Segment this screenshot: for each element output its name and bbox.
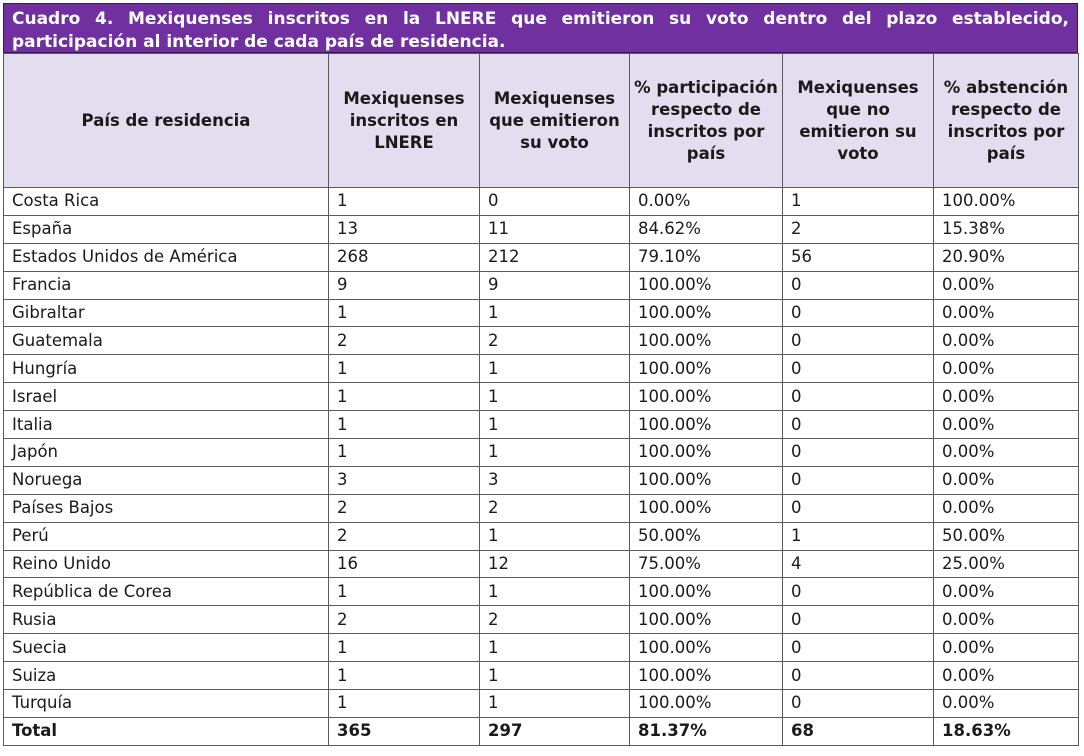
registered-cell: 2 (329, 522, 480, 550)
registered-cell: 1 (329, 690, 480, 718)
voted-cell: 212 (480, 243, 630, 271)
abstention-cell: 0.00% (934, 494, 1079, 522)
voted-cell: 12 (480, 550, 630, 578)
not-voted-cell: 0 (783, 411, 934, 439)
table-row (4, 383, 1079, 411)
participation-cell: 100.00% (630, 606, 783, 634)
participation-cell: 100.00% (630, 578, 783, 606)
not-voted-cell: 0 (783, 383, 934, 411)
country-cell: Israel (4, 383, 329, 411)
not-voted-cell: 2 (783, 215, 934, 243)
not-voted-cell: 0 (783, 662, 934, 690)
country-cell: Turquía (4, 690, 329, 718)
not-voted-cell: 0 (783, 327, 934, 355)
abstention-cell: 0.00% (934, 271, 1079, 299)
not-voted-cell: 0 (783, 690, 934, 718)
voted-cell: 1 (480, 522, 630, 550)
country-cell: Guatemala (4, 327, 329, 355)
not-voted-cell: 0 (783, 578, 934, 606)
country-cell: Suecia (4, 634, 329, 662)
not-voted-cell: 0 (783, 606, 934, 634)
table-row (4, 243, 1079, 271)
table-row (4, 522, 1079, 550)
total-participation-cell: 81.37% (630, 717, 783, 745)
country-cell: Japón (4, 439, 329, 467)
participation-cell: 100.00% (630, 466, 783, 494)
participation-cell: 100.00% (630, 634, 783, 662)
not-voted-cell: 0 (783, 439, 934, 467)
voted-cell: 1 (480, 383, 630, 411)
country-cell: Gibraltar (4, 299, 329, 327)
total-registered-cell: 365 (329, 717, 480, 745)
table-body (4, 188, 1079, 746)
voted-cell: 0 (480, 188, 630, 216)
registered-cell: 1 (329, 383, 480, 411)
total-abstention-cell: 18.63% (934, 717, 1079, 745)
abstention-cell: 0.00% (934, 411, 1079, 439)
country-cell: Rusia (4, 606, 329, 634)
participation-cell: 100.00% (630, 494, 783, 522)
voted-cell: 1 (480, 411, 630, 439)
registered-cell: 13 (329, 215, 480, 243)
total-country-cell: Total (4, 717, 329, 745)
registered-cell: 1 (329, 188, 480, 216)
registered-cell: 268 (329, 243, 480, 271)
participation-cell: 100.00% (630, 662, 783, 690)
not-voted-cell: 0 (783, 466, 934, 494)
not-voted-cell: 0 (783, 355, 934, 383)
header-registered: Mexiquenses inscritos en LNERE (329, 54, 480, 188)
abstention-cell: 0.00% (934, 578, 1079, 606)
participation-cell: 84.62% (630, 215, 783, 243)
voted-cell: 2 (480, 494, 630, 522)
registered-cell: 9 (329, 271, 480, 299)
country-cell: Perú (4, 522, 329, 550)
voted-cell: 1 (480, 634, 630, 662)
table-row (4, 550, 1079, 578)
voted-cell: 1 (480, 439, 630, 467)
participation-cell: 100.00% (630, 383, 783, 411)
registered-cell: 3 (329, 466, 480, 494)
abstention-cell: 0.00% (934, 439, 1079, 467)
voted-cell: 2 (480, 327, 630, 355)
table-row (4, 271, 1079, 299)
registered-cell: 1 (329, 578, 480, 606)
participation-cell: 100.00% (630, 327, 783, 355)
registered-cell: 2 (329, 327, 480, 355)
country-cell: Suiza (4, 662, 329, 690)
header-participation-pct: % participación respecto de inscritos por país (630, 54, 783, 188)
abstention-cell: 0.00% (934, 299, 1079, 327)
abstention-cell: 0.00% (934, 355, 1079, 383)
table-caption: Cuadro 4. Mexiquenses inscritos en la LNERE que emitieron su voto dentro del plazo establecido, participación al interior de cada país de residencia. (3, 3, 1078, 53)
not-voted-cell: 0 (783, 271, 934, 299)
country-cell: Francia (4, 271, 329, 299)
table-row (4, 299, 1079, 327)
header-abstention-pct: % abstención respecto de inscritos por país (934, 54, 1079, 188)
registered-cell: 1 (329, 411, 480, 439)
abstention-cell: 0.00% (934, 466, 1079, 494)
participation-cell: 100.00% (630, 271, 783, 299)
not-voted-cell: 56 (783, 243, 934, 271)
table-row (4, 578, 1079, 606)
country-cell: Países Bajos (4, 494, 329, 522)
table-row (4, 690, 1079, 718)
voted-cell: 9 (480, 271, 630, 299)
not-voted-cell: 0 (783, 494, 934, 522)
country-cell: República de Corea (4, 578, 329, 606)
registered-cell: 16 (329, 550, 480, 578)
total-voted-cell: 297 (480, 717, 630, 745)
abstention-cell: 0.00% (934, 327, 1079, 355)
country-cell: Italia (4, 411, 329, 439)
abstention-cell: 0.00% (934, 383, 1079, 411)
table-row (4, 634, 1079, 662)
participation-cell: 0.00% (630, 188, 783, 216)
participation-cell: 75.00% (630, 550, 783, 578)
voted-cell: 2 (480, 606, 630, 634)
table-row (4, 466, 1079, 494)
voted-cell: 1 (480, 299, 630, 327)
total-not-voted-cell: 68 (783, 717, 934, 745)
abstention-cell: 0.00% (934, 662, 1079, 690)
table-row (4, 188, 1079, 216)
participation-table (3, 53, 1079, 746)
abstention-cell: 20.90% (934, 243, 1079, 271)
country-cell: Hungría (4, 355, 329, 383)
country-cell: Estados Unidos de América (4, 243, 329, 271)
abstention-cell: 0.00% (934, 634, 1079, 662)
table-row (4, 355, 1079, 383)
table-container (3, 3, 1078, 746)
abstention-cell: 0.00% (934, 606, 1079, 634)
abstention-cell: 0.00% (934, 690, 1079, 718)
voted-cell: 11 (480, 215, 630, 243)
country-cell: Noruega (4, 466, 329, 494)
total-row (4, 717, 1079, 745)
voted-cell: 1 (480, 355, 630, 383)
not-voted-cell: 4 (783, 550, 934, 578)
not-voted-cell: 1 (783, 522, 934, 550)
abstention-cell: 50.00% (934, 522, 1079, 550)
registered-cell: 2 (329, 494, 480, 522)
not-voted-cell: 0 (783, 634, 934, 662)
voted-cell: 3 (480, 466, 630, 494)
table-row (4, 411, 1079, 439)
table-row (4, 662, 1079, 690)
registered-cell: 1 (329, 662, 480, 690)
abstention-cell: 25.00% (934, 550, 1079, 578)
header-row (4, 54, 1079, 188)
registered-cell: 2 (329, 606, 480, 634)
participation-cell: 100.00% (630, 690, 783, 718)
table-row (4, 439, 1079, 467)
voted-cell: 1 (480, 690, 630, 718)
table-row (4, 215, 1079, 243)
participation-cell: 100.00% (630, 299, 783, 327)
voted-cell: 1 (480, 578, 630, 606)
voted-cell: 1 (480, 662, 630, 690)
table-row (4, 606, 1079, 634)
registered-cell: 1 (329, 355, 480, 383)
country-cell: España (4, 215, 329, 243)
participation-cell: 50.00% (630, 522, 783, 550)
participation-cell: 100.00% (630, 439, 783, 467)
table-row (4, 494, 1079, 522)
participation-cell: 100.00% (630, 355, 783, 383)
country-cell: Costa Rica (4, 188, 329, 216)
abstention-cell: 15.38% (934, 215, 1079, 243)
registered-cell: 1 (329, 439, 480, 467)
participation-cell: 79.10% (630, 243, 783, 271)
header-not-voted: Mexiquenses que no emitieron su voto (783, 54, 934, 188)
abstention-cell: 100.00% (934, 188, 1079, 216)
participation-cell: 100.00% (630, 411, 783, 439)
not-voted-cell: 0 (783, 299, 934, 327)
table-row (4, 327, 1079, 355)
registered-cell: 1 (329, 634, 480, 662)
country-cell: Reino Unido (4, 550, 329, 578)
not-voted-cell: 1 (783, 188, 934, 216)
registered-cell: 1 (329, 299, 480, 327)
header-country: País de residencia (4, 54, 329, 188)
header-voted: Mexiquenses que emitieron su voto (480, 54, 630, 188)
